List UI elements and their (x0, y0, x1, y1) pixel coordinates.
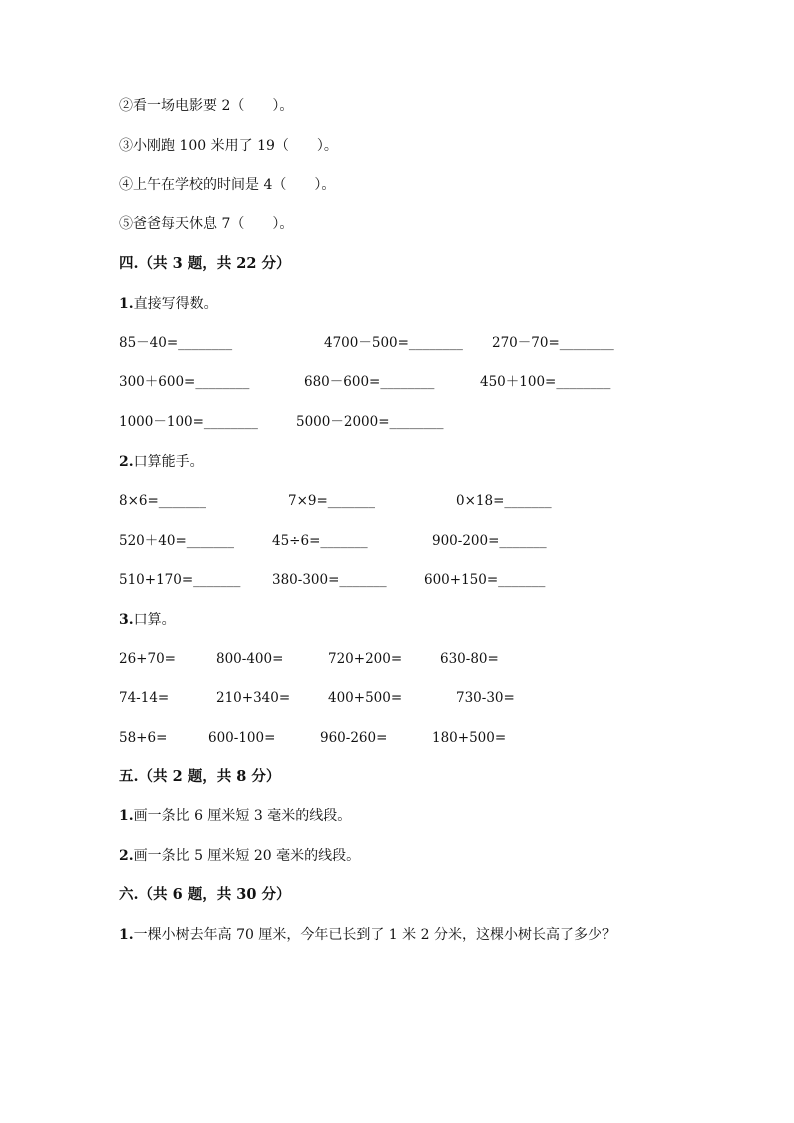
arith-item: 900-200=_______ (432, 533, 547, 549)
arith-item: 600-100= (208, 730, 276, 746)
arith-item: 58+6= (119, 730, 168, 746)
arith-item: 520＋40=_______ (119, 533, 235, 549)
question-number: 1. (119, 927, 134, 943)
section-heading: 五.（共 2 题，共 8 分） (119, 768, 281, 785)
question-text: 口算。 (133, 612, 176, 628)
arith-item: 85－40=________ (119, 335, 233, 351)
question-line: ⑤爸爸每天休息 7（ ）。 (119, 216, 294, 232)
arith-item: 74-14= (119, 690, 170, 706)
arith-item: 4700－500=________ (324, 335, 463, 351)
question-number: 2. (119, 454, 134, 470)
question-title (119, 610, 176, 630)
question-text: 画一条比 6 厘米短 3 毫米的线段。 (133, 808, 352, 824)
arith-item: 600+150=_______ (424, 572, 546, 588)
arith-item: 720+200= (328, 651, 403, 667)
arith-item: 300＋600=________ (119, 374, 250, 390)
question-text: 画一条比 5 厘米短 20 毫米的线段。 (133, 848, 361, 864)
arith-item: 680－600=________ (304, 374, 435, 390)
arith-item: 380-300=_______ (272, 572, 387, 588)
arith-item: 8×6=_______ (119, 493, 207, 509)
question-line (119, 925, 616, 945)
question-text: 直接写得数。 (133, 296, 218, 312)
arith-item: 210+340= (216, 690, 291, 706)
question-number: 1. (119, 296, 134, 312)
arith-item: 1000－100=________ (119, 414, 258, 430)
section-heading: 六.（共 6 题，共 30 分） (119, 886, 291, 903)
question-line (119, 806, 351, 826)
arith-item: 960-260= (320, 730, 388, 746)
question-number: 2. (119, 848, 134, 864)
section-heading: 四.（共 3 题，共 22 分） (119, 255, 291, 272)
arith-item: 180+500= (432, 730, 507, 746)
arith-item: 730-30= (456, 690, 515, 706)
arith-item: 45÷6=_______ (272, 533, 368, 549)
arith-item: 0×18=_______ (456, 493, 552, 509)
arith-item: 7×9=_______ (288, 493, 376, 509)
question-title (119, 294, 218, 314)
question-line: ③小刚跑 100 米用了 19（ ）。 (119, 138, 338, 154)
question-line: ②看一场电影要 2（ ）。 (119, 98, 294, 114)
arith-item: 510+170=_______ (119, 572, 241, 588)
question-line: ④上午在学校的时间是 4（ ）。 (119, 177, 336, 193)
arith-item: 630-80= (440, 651, 499, 667)
arith-item: 26+70= (119, 651, 176, 667)
arith-item: 450＋100=________ (480, 374, 611, 390)
question-line (119, 846, 360, 866)
question-number: 3. (119, 612, 134, 628)
question-title (119, 452, 204, 472)
question-number: 1. (119, 808, 134, 824)
arith-item: 270－70=________ (492, 335, 614, 351)
arith-item: 400+500= (328, 690, 403, 706)
question-text: 一棵小树去年高 70 厘米，今年已长到了 1 米 2 分米，这棵小树长高了多少？ (133, 927, 616, 943)
arith-item: 5000－2000=________ (296, 414, 444, 430)
question-text: 口算能手。 (133, 454, 204, 470)
arith-item: 800-400= (216, 651, 284, 667)
